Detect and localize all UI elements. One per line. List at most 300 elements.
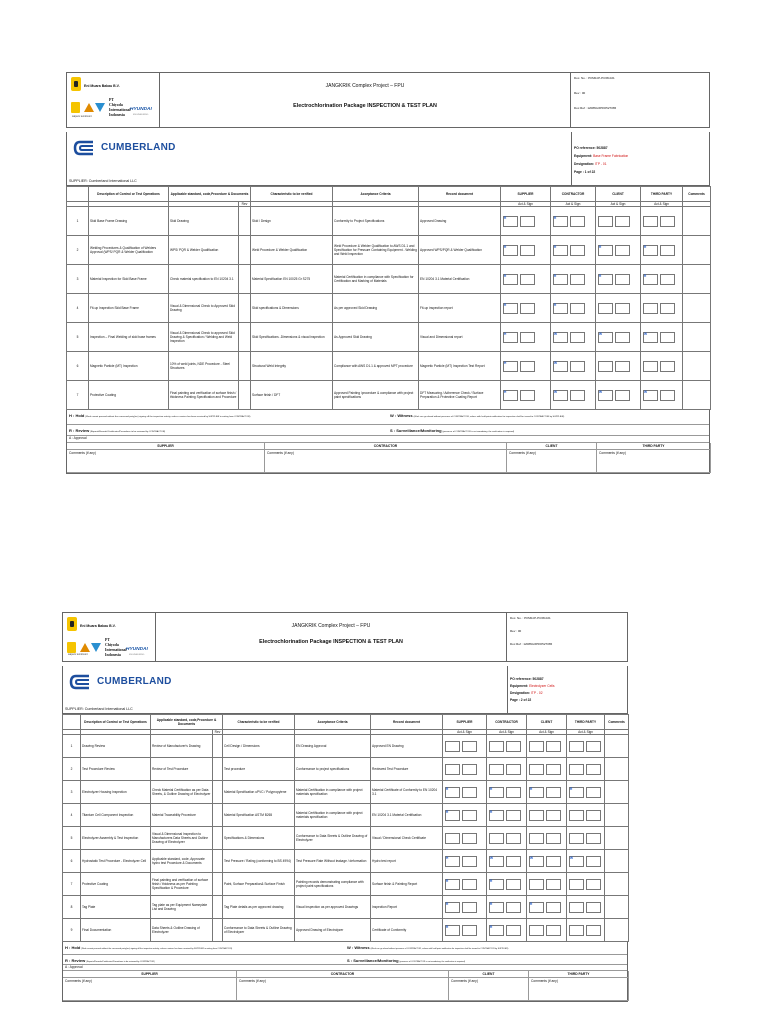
signoff-cell[interactable]	[596, 207, 641, 236]
signoff-box[interactable]	[520, 332, 535, 343]
signoff-cell[interactable]	[551, 236, 596, 265]
inspection-mark: R	[554, 273, 557, 278]
signoff-box[interactable]	[462, 741, 477, 752]
row-comments[interactable]	[683, 294, 711, 323]
signoff-cell[interactable]	[641, 323, 683, 352]
row-standard: Final painting and verification of surface finish / thickness Painting Specification and Procedure	[169, 381, 239, 410]
package-title: Electrochlorination Package INSPECTION & TEST PLAN	[259, 639, 403, 645]
signoff-cell[interactable]	[567, 735, 605, 758]
signoff-box[interactable]	[503, 274, 518, 285]
signoff-box[interactable]	[615, 303, 630, 314]
table-row	[63, 850, 629, 873]
signoff-cell[interactable]	[487, 781, 527, 804]
col-supplier: SUPPLIER	[443, 715, 487, 730]
signoff-box[interactable]	[445, 902, 460, 913]
signoff-box[interactable]	[489, 741, 504, 752]
signoff-box[interactable]	[489, 856, 504, 867]
act-sign-label: Act & Sign	[641, 202, 683, 207]
signoff-cell[interactable]	[527, 758, 567, 781]
signoff-box[interactable]	[520, 216, 535, 227]
row-standard: Final painting and verification of surface finish / thickness as per Painting Specification & Procedure	[151, 873, 213, 896]
signoff-box[interactable]	[489, 902, 504, 913]
signoff-box[interactable]	[503, 390, 518, 401]
row-comments[interactable]	[605, 919, 629, 942]
signoff-box[interactable]	[553, 390, 568, 401]
signoff-box[interactable]	[462, 833, 477, 844]
signoff-cell[interactable]	[596, 236, 641, 265]
signoff-box[interactable]	[529, 741, 544, 752]
signoff-cell[interactable]	[551, 323, 596, 352]
row-number: 3	[63, 781, 81, 804]
signoff-box[interactable]	[570, 245, 585, 256]
row-acceptance: Weld Procedure & Welder Qualification to AWS D1.1 and Specification for Pressure Containing Equipment - Welding and Weld Inspection	[333, 236, 419, 265]
document-title-block	[160, 73, 571, 127]
signoff-box[interactable]	[660, 361, 675, 372]
act-sign-label: Act & Sign	[596, 202, 641, 207]
signoff-box[interactable]	[445, 879, 460, 890]
signoff-box[interactable]	[569, 833, 584, 844]
signoff-cell[interactable]	[487, 827, 527, 850]
signoff-box[interactable]	[520, 361, 535, 372]
row-record: Certificate of Conformity	[371, 919, 443, 942]
signoff-box[interactable]	[598, 332, 613, 343]
signoff-box[interactable]	[570, 216, 585, 227]
signoff-cell[interactable]	[443, 896, 487, 919]
comments-field: Comments (if any)	[597, 450, 711, 473]
table-row	[63, 735, 629, 758]
signoff-cell[interactable]	[487, 850, 527, 873]
signoff-box[interactable]	[529, 833, 544, 844]
signoff-box[interactable]	[462, 764, 477, 775]
row-standard: WPS/ PQR & Welder Qualification	[169, 236, 239, 265]
inspection-mark: R	[490, 878, 493, 883]
signoff-box[interactable]	[643, 332, 658, 343]
row-comments[interactable]	[605, 804, 629, 827]
signoff-box[interactable]	[489, 833, 504, 844]
pt-line: Indonesia	[109, 113, 125, 117]
signoff-box[interactable]	[615, 332, 630, 343]
signoff-box[interactable]	[546, 833, 561, 844]
supplier-name: SUPPLIER: Cumberland International LLC	[69, 179, 137, 183]
owner-name: Eni Muara Bakau B.V.	[80, 624, 116, 628]
signoff-box[interactable]	[503, 303, 518, 314]
table-row	[67, 207, 711, 236]
row-acceptance: Painting records demonstrating compliance with project paint specifications	[295, 873, 371, 896]
inspection-mark: R	[554, 215, 557, 220]
signoff-box[interactable]	[569, 879, 584, 890]
signoff-cell[interactable]	[501, 352, 551, 381]
signoff-cell[interactable]	[527, 781, 567, 804]
doc-number: Doc. No. : P0SM-IP-PC68-021	[510, 616, 551, 620]
signoff-cell[interactable]	[443, 873, 487, 896]
row-acceptance: Test Pressure Rate Without leakage / deformation	[295, 850, 371, 873]
row-comments[interactable]	[605, 758, 629, 781]
pt-chiyoda-logo	[105, 638, 127, 658]
po-reference: PO reference: 502887	[510, 677, 544, 681]
signoff-box[interactable]	[569, 902, 584, 913]
table-row	[67, 265, 711, 294]
row-number: 1	[63, 735, 81, 758]
signoff-box[interactable]	[569, 856, 584, 867]
table-row	[67, 352, 711, 381]
row-comments[interactable]	[683, 352, 711, 381]
signoff-box[interactable]	[462, 787, 477, 798]
signoff-box[interactable]	[462, 902, 477, 913]
signoff-box[interactable]	[546, 787, 561, 798]
signoff-box[interactable]	[529, 902, 544, 913]
rev-label: Rev	[239, 202, 251, 207]
signoff-cell[interactable]	[527, 735, 567, 758]
signoff-box[interactable]	[586, 879, 601, 890]
signoff-box[interactable]	[506, 810, 521, 821]
signoff-box[interactable]	[553, 361, 568, 372]
row-description: Final Documentation	[81, 919, 151, 942]
approval-section	[67, 443, 709, 473]
signoff-box[interactable]	[546, 764, 561, 775]
inspection-mark: H	[504, 331, 507, 336]
signoff-cell[interactable]	[567, 896, 605, 919]
signoff-cell[interactable]	[641, 207, 683, 236]
signoff-cell[interactable]	[527, 896, 567, 919]
signoff-cell[interactable]	[527, 827, 567, 850]
row-comments[interactable]	[605, 896, 629, 919]
signoff-cell[interactable]	[596, 265, 641, 294]
signoff-cell[interactable]	[501, 207, 551, 236]
signoff-box[interactable]	[506, 879, 521, 890]
signoff-box[interactable]	[553, 274, 568, 285]
inspection-mark: H	[504, 389, 507, 394]
signoff-box[interactable]	[598, 361, 613, 372]
row-description: Tag Plate	[81, 896, 151, 919]
owner-name: Eni Muara Bakau B.V.	[84, 84, 120, 88]
row-number: 4	[67, 294, 89, 323]
signoff-box[interactable]	[643, 390, 658, 401]
inspection-mark: R	[530, 786, 533, 791]
signoff-box[interactable]	[598, 245, 613, 256]
signoff-cell[interactable]	[527, 850, 567, 873]
signoff-box[interactable]	[445, 833, 460, 844]
signoff-box[interactable]	[445, 856, 460, 867]
signoff-box[interactable]	[586, 902, 601, 913]
signoff-cell[interactable]	[487, 896, 527, 919]
signoff-cell[interactable]	[487, 919, 527, 942]
signoff-box[interactable]	[586, 856, 601, 867]
row-standard: Check material specification to EN 10204 3.1	[169, 265, 239, 294]
row-record: EN 10204 3.1 Material Certification	[419, 265, 501, 294]
signoff-box[interactable]	[598, 390, 613, 401]
signoff-box[interactable]	[569, 764, 584, 775]
inspection-mark: R	[644, 273, 647, 278]
row-standard: Review of Test Procedure	[151, 758, 213, 781]
signoff-cell[interactable]	[596, 381, 641, 410]
review-text: (Reports/Records/Certificates/Procedures to be reviewed by CONTRACTOR)	[90, 431, 166, 433]
row-rev	[213, 873, 223, 896]
project-name: JANGKRIK Complex Project – FPU	[291, 623, 371, 629]
signoff-cell[interactable]	[443, 827, 487, 850]
signoff-cell[interactable]	[567, 758, 605, 781]
col-standard: Applicable standard, code,Procedure & Documents	[151, 715, 223, 730]
signoff-box[interactable]	[506, 787, 521, 798]
signoff-box[interactable]	[570, 303, 585, 314]
signoff-box[interactable]	[586, 764, 601, 775]
signoff-cell[interactable]	[443, 758, 487, 781]
row-number: 6	[67, 352, 89, 381]
signoff-cell[interactable]	[567, 781, 605, 804]
signoff-cell[interactable]	[596, 352, 641, 381]
signoff-box[interactable]	[520, 303, 535, 314]
signoff-box[interactable]	[489, 810, 504, 821]
signoff-cell[interactable]	[551, 381, 596, 410]
row-comments[interactable]	[605, 850, 629, 873]
signoff-cell[interactable]	[551, 207, 596, 236]
signoff-box[interactable]	[553, 216, 568, 227]
signoff-box[interactable]	[615, 274, 630, 285]
signoff-box[interactable]	[569, 741, 584, 752]
signoff-box[interactable]	[570, 274, 585, 285]
row-comments[interactable]	[683, 323, 711, 352]
row-standard: Tag plate as per Equipment Nameplate List and Drawing	[151, 896, 213, 919]
approval-label: A : Approval	[65, 965, 83, 969]
inspection-mark: R	[599, 273, 602, 278]
signoff-box[interactable]	[503, 332, 518, 343]
signoff-box[interactable]	[489, 879, 504, 890]
signoff-cell[interactable]	[443, 919, 487, 942]
signoff-box[interactable]	[615, 245, 630, 256]
signoff-cell[interactable]	[487, 735, 527, 758]
signoff-cell[interactable]	[501, 381, 551, 410]
signoff-cell[interactable]	[501, 236, 551, 265]
signoff-box[interactable]	[503, 245, 518, 256]
signoff-box[interactable]	[503, 361, 518, 372]
surveillance-label: S : Surveillance/Monitoring	[347, 958, 399, 963]
signoff-box[interactable]	[506, 764, 521, 775]
signoff-box[interactable]	[586, 787, 601, 798]
signoff-box[interactable]	[506, 741, 521, 752]
signoff-box[interactable]	[615, 216, 630, 227]
signoff-box[interactable]	[660, 332, 675, 343]
signoff-box[interactable]	[529, 787, 544, 798]
row-rev	[213, 781, 223, 804]
signoff-box[interactable]	[445, 741, 460, 752]
signoff-box[interactable]	[546, 902, 561, 913]
signoff-cell[interactable]	[641, 294, 683, 323]
signoff-box[interactable]	[506, 856, 521, 867]
row-comments[interactable]	[605, 781, 629, 804]
row-description: Protective Coating	[89, 381, 169, 410]
signoff-box[interactable]	[660, 216, 675, 227]
signoff-box[interactable]	[660, 245, 675, 256]
signoff-cell[interactable]	[443, 781, 487, 804]
doc-reference: Doc Ref : 12086G3PRO527065	[510, 642, 553, 646]
signoff-box[interactable]	[570, 361, 585, 372]
row-record: Approved WPS/PQR & Welder Qualification	[419, 236, 501, 265]
signoff-cell[interactable]	[551, 352, 596, 381]
hyundai-logo: HYUNDAI	[126, 647, 148, 652]
row-characteristic: Material Specification EN 10025 Gr S275	[251, 265, 333, 294]
signoff-box[interactable]	[546, 810, 561, 821]
signoff-box[interactable]	[598, 303, 613, 314]
signoff-box[interactable]	[546, 856, 561, 867]
row-number: 3	[67, 265, 89, 294]
approval-contractor: CONTRACTOR	[265, 443, 507, 450]
signoff-cell[interactable]	[567, 827, 605, 850]
row-comments[interactable]	[683, 265, 711, 294]
signoff-cell[interactable]	[567, 873, 605, 896]
approval-section	[63, 971, 627, 1001]
pt-line: International	[109, 108, 131, 112]
signoff-cell[interactable]	[641, 236, 683, 265]
table-header-row	[67, 187, 711, 202]
signoff-cell[interactable]	[527, 804, 567, 827]
signoff-box[interactable]	[546, 879, 561, 890]
signoff-box[interactable]	[615, 361, 630, 372]
table-row	[63, 827, 629, 850]
signoff-box[interactable]	[462, 879, 477, 890]
row-acceptance: Conformity to Project Specifications	[333, 207, 419, 236]
row-characteristic: Material Specification uPVC / Polypropylene	[223, 781, 295, 804]
signoff-box[interactable]	[643, 361, 658, 372]
signoff-box[interactable]	[569, 810, 584, 821]
signoff-box[interactable]	[570, 390, 585, 401]
signoff-box[interactable]	[445, 925, 460, 936]
signoff-box[interactable]	[643, 274, 658, 285]
signoff-cell[interactable]	[567, 919, 605, 942]
signoff-box[interactable]	[553, 303, 568, 314]
inspection-mark: W	[554, 360, 558, 365]
col-characteristic: Characteristic to be verified	[251, 187, 333, 202]
signoff-cell[interactable]	[501, 294, 551, 323]
signoff-cell[interactable]	[501, 323, 551, 352]
row-description: Electrolyzer Assembly & Test Inspection	[81, 827, 151, 850]
signoff-cell[interactable]	[551, 294, 596, 323]
row-acceptance: Approved Drawing of Electrolyzer	[295, 919, 371, 942]
signoff-box[interactable]	[489, 787, 504, 798]
signoff-box[interactable]	[569, 925, 584, 936]
signoff-cell[interactable]	[487, 758, 527, 781]
signoff-box[interactable]	[462, 810, 477, 821]
row-rev	[213, 827, 223, 850]
signoff-box[interactable]	[520, 390, 535, 401]
designation-label: Designation:	[574, 162, 594, 166]
signoff-box[interactable]	[529, 764, 544, 775]
signoff-box[interactable]	[553, 332, 568, 343]
signoff-box[interactable]	[553, 245, 568, 256]
signoff-box[interactable]	[445, 787, 460, 798]
approval-contractor: CONTRACTOR	[237, 971, 449, 978]
row-comments[interactable]	[605, 735, 629, 758]
col-client: CLIENT	[596, 187, 641, 202]
signoff-box[interactable]	[529, 856, 544, 867]
inspection-mark: R	[446, 924, 449, 929]
tecnimont-logo-icon	[91, 643, 101, 652]
row-comments[interactable]	[683, 236, 711, 265]
signoff-box[interactable]	[598, 274, 613, 285]
signoff-cell[interactable]	[487, 873, 527, 896]
col-num	[63, 715, 81, 730]
signoff-box[interactable]	[506, 902, 521, 913]
signoff-box[interactable]	[529, 925, 544, 936]
witness-text: (Work can go ahead without presence of CONTRACTOR, unless with hold point notification for inspection shall be issued to CONTRACTOR by SUPPLIER)	[413, 416, 565, 418]
signoff-cell[interactable]	[501, 265, 551, 294]
signoff-cell[interactable]	[527, 919, 567, 942]
row-comments[interactable]	[605, 827, 629, 850]
signoff-box[interactable]	[643, 303, 658, 314]
row-number: 7	[67, 381, 89, 410]
cumberland-logo-icon	[69, 674, 91, 690]
signoff-box[interactable]	[660, 303, 675, 314]
signoff-box[interactable]	[570, 332, 585, 343]
act-sign-label: Act & Sign	[527, 730, 567, 735]
signoff-box[interactable]	[546, 741, 561, 752]
signoff-box[interactable]	[489, 925, 504, 936]
signoff-cell[interactable]	[443, 735, 487, 758]
signoff-box[interactable]	[445, 810, 460, 821]
signoff-cell[interactable]	[487, 804, 527, 827]
row-standard: Applicable standard, code, Approvate hydro test Procedure & Documents	[151, 850, 213, 873]
signoff-cell[interactable]	[551, 265, 596, 294]
signoff-cell[interactable]	[641, 352, 683, 381]
signoff-box[interactable]	[503, 216, 518, 227]
signoff-box[interactable]	[445, 764, 460, 775]
signoff-box[interactable]	[586, 810, 601, 821]
row-number: 9	[63, 919, 81, 942]
signoff-box[interactable]	[643, 245, 658, 256]
signoff-cell[interactable]	[567, 804, 605, 827]
row-description: Electrolyzer Housing Inspection	[81, 781, 151, 804]
equipment-value: Electrolyzer Cells	[529, 684, 555, 688]
signoff-box[interactable]	[506, 833, 521, 844]
document-info	[571, 73, 709, 127]
review-label: R : Review	[69, 428, 90, 433]
signoff-box[interactable]	[462, 856, 477, 867]
signoff-box[interactable]	[506, 925, 521, 936]
signoff-cell[interactable]	[596, 294, 641, 323]
signoff-box[interactable]	[598, 216, 613, 227]
row-comments[interactable]	[683, 207, 711, 236]
signoff-box[interactable]	[586, 925, 601, 936]
signoff-box[interactable]	[529, 810, 544, 821]
signoff-box[interactable]	[615, 390, 630, 401]
signoff-cell[interactable]	[443, 804, 487, 827]
signoff-cell[interactable]	[641, 381, 683, 410]
signoff-box[interactable]	[660, 274, 675, 285]
signoff-box[interactable]	[569, 787, 584, 798]
signoff-cell[interactable]	[641, 265, 683, 294]
signoff-box[interactable]	[462, 925, 477, 936]
signoff-box[interactable]	[643, 216, 658, 227]
signoff-box[interactable]	[586, 833, 601, 844]
signoff-cell[interactable]	[567, 850, 605, 873]
row-record: Reviewed Test Procedure	[371, 758, 443, 781]
signoff-box[interactable]	[529, 879, 544, 890]
signoff-box[interactable]	[520, 274, 535, 285]
signoff-box[interactable]	[520, 245, 535, 256]
signoff-cell[interactable]	[596, 323, 641, 352]
eni-logo-icon	[67, 617, 77, 631]
signoff-box[interactable]	[546, 925, 561, 936]
signoff-cell[interactable]	[443, 850, 487, 873]
row-rev	[239, 352, 251, 381]
designation-value: ITP - 01	[594, 162, 607, 166]
approval-client: CLIENT	[507, 443, 597, 450]
signoff-box[interactable]	[586, 741, 601, 752]
row-comments[interactable]	[605, 873, 629, 896]
signoff-box[interactable]	[660, 390, 675, 401]
row-comments[interactable]	[683, 381, 711, 410]
inspection-mark: R	[504, 273, 507, 278]
signoff-cell[interactable]	[527, 873, 567, 896]
signoff-box[interactable]	[489, 764, 504, 775]
